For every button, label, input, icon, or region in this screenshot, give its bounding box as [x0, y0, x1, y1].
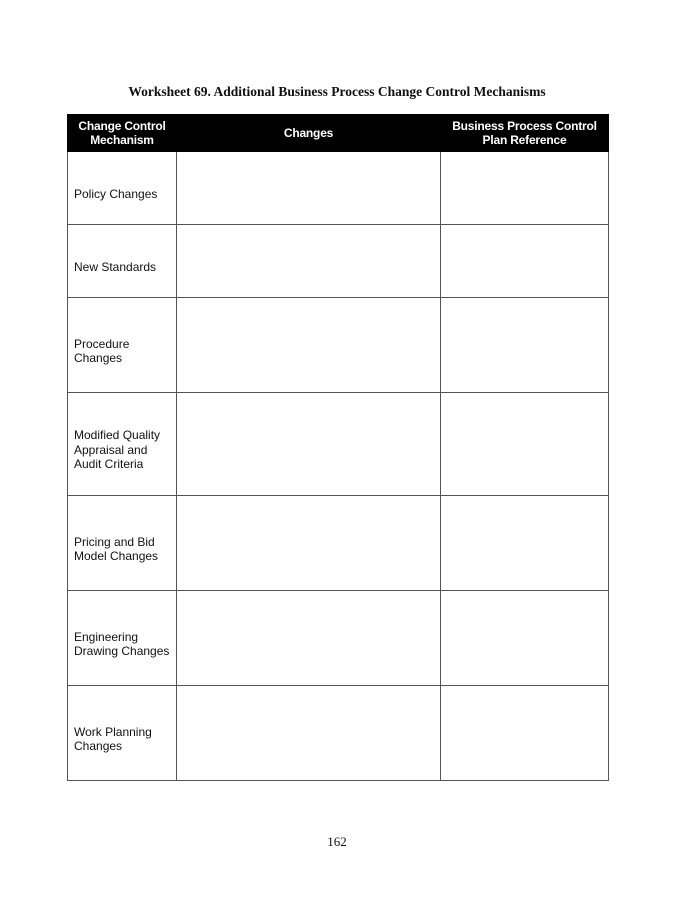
reference-cell[interactable]	[441, 152, 609, 225]
changes-cell[interactable]	[177, 298, 441, 393]
row-label-pricing-bid: Pricing and Bid Model Changes	[68, 496, 177, 591]
table-header-row	[68, 115, 609, 152]
row-label-new-standards: New Standards	[68, 225, 177, 298]
reference-cell[interactable]	[441, 686, 609, 781]
header-changes: Changes	[177, 115, 441, 152]
changes-cell[interactable]	[177, 225, 441, 298]
reference-cell[interactable]	[441, 298, 609, 393]
row-label-policy-changes: Policy Changes	[68, 152, 177, 225]
changes-cell[interactable]	[177, 591, 441, 686]
change-control-table	[67, 114, 609, 781]
reference-cell[interactable]	[441, 496, 609, 591]
row-label-procedure-changes: Procedure Changes	[68, 298, 177, 393]
table-row	[68, 591, 609, 686]
row-label-modified-quality: Modified Quality Appraisal and Audit Criteria	[68, 393, 177, 496]
header-plan-reference: Business Process Control Plan Reference	[441, 115, 609, 152]
table-row	[68, 393, 609, 496]
worksheet-title: Worksheet 69. Additional Business Process Change Control Mechanisms	[128, 84, 546, 99]
changes-cell[interactable]	[177, 496, 441, 591]
changes-cell[interactable]	[177, 686, 441, 781]
reference-cell[interactable]	[441, 225, 609, 298]
row-label-work-planning: Work Planning Changes	[68, 686, 177, 781]
table-row	[68, 225, 609, 298]
changes-cell[interactable]	[177, 393, 441, 496]
reference-cell[interactable]	[441, 393, 609, 496]
changes-cell[interactable]	[177, 152, 441, 225]
header-change-control-mechanism: Change Control Mechanism	[68, 115, 177, 152]
table-row	[68, 152, 609, 225]
table-row	[68, 686, 609, 781]
row-label-engineering-drawing: Engineering Drawing Changes	[68, 591, 177, 686]
table-row	[68, 298, 609, 393]
reference-cell[interactable]	[441, 591, 609, 686]
page-number: 162	[327, 834, 347, 849]
table-row	[68, 496, 609, 591]
